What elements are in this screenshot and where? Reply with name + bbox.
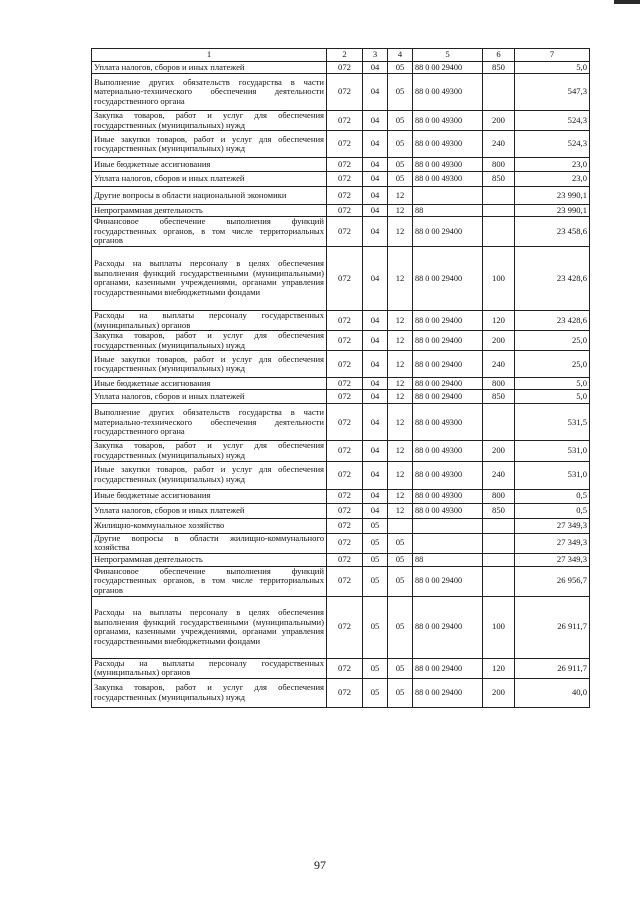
- row-code-5: 88 0 00 29400: [413, 378, 483, 390]
- row-description: Другие вопросы в области национальной экономики: [92, 187, 327, 205]
- row-code-4: 12: [388, 489, 413, 503]
- row-code-6: 800: [483, 378, 515, 390]
- row-code-3: 04: [363, 310, 388, 330]
- row-code-5: 88 0 00 29400: [413, 310, 483, 330]
- row-amount: 23 428,6: [515, 310, 590, 330]
- table-row: [92, 172, 590, 187]
- row-code-4: 12: [388, 378, 413, 390]
- row-code-6: [483, 187, 515, 205]
- row-code-4: 05: [388, 658, 413, 678]
- row-code-3: 04: [363, 62, 388, 74]
- row-code-4: 12: [388, 503, 413, 518]
- row-description: Финансовое обеспечение выполнения функций государственных органов, в том числе территориальных органов: [92, 217, 327, 247]
- row-code-3: 04: [363, 131, 388, 158]
- row-description: Другие вопросы в области жилищно-коммунального хозяйства: [92, 533, 327, 553]
- page-number: 97: [314, 858, 326, 872]
- table-row: [92, 489, 590, 503]
- row-code-5: 88 0 00 29400: [413, 596, 483, 658]
- row-amount: 23 990,1: [515, 187, 590, 205]
- row-code-6: 240: [483, 461, 515, 489]
- row-amount: 23 458,6: [515, 217, 590, 247]
- row-code-3: 04: [363, 503, 388, 518]
- row-code-5: [413, 518, 483, 533]
- row-code-3: 04: [363, 404, 388, 441]
- row-description: Закупка товаров, работ и услуг для обеспечения государственных (муниципальных) нужд: [92, 441, 327, 461]
- row-code-4: 05: [388, 533, 413, 553]
- table-row: [92, 553, 590, 566]
- table-row: [92, 158, 590, 172]
- row-code-2: 072: [327, 246, 363, 310]
- header-cell-6: 6: [483, 49, 515, 62]
- table-row: [92, 533, 590, 553]
- row-code-6: 200: [483, 331, 515, 351]
- row-code-5: 88 0 00 29400: [413, 246, 483, 310]
- row-code-6: [483, 217, 515, 247]
- scan-corner-mark: [614, 0, 640, 4]
- row-code-5: [413, 187, 483, 205]
- row-code-5: 88 0 00 49300: [413, 461, 483, 489]
- header-cell-7: 7: [515, 49, 590, 62]
- row-code-5: 88 0 00 49300: [413, 158, 483, 172]
- row-code-6: 800: [483, 489, 515, 503]
- row-code-4: 12: [388, 205, 413, 217]
- row-code-2: 072: [327, 217, 363, 247]
- row-code-3: 05: [363, 553, 388, 566]
- table-row: [92, 246, 590, 310]
- row-code-6: [483, 74, 515, 111]
- row-description: Расходы на выплаты персоналу государственных (муниципальных) органов: [92, 310, 327, 330]
- row-description: Иные бюджетные ассигнования: [92, 158, 327, 172]
- table-header-row: [92, 49, 590, 62]
- row-description: Расходы на выплаты персоналу государственных (муниципальных) органов: [92, 658, 327, 678]
- row-code-6: [483, 553, 515, 566]
- row-code-5: 88: [413, 205, 483, 217]
- row-code-5: 88 0 00 29400: [413, 566, 483, 596]
- row-amount: 23,0: [515, 158, 590, 172]
- row-amount: 531,0: [515, 441, 590, 461]
- row-code-3: 04: [363, 158, 388, 172]
- table-row: [92, 461, 590, 489]
- row-description: Непрограммная деятельность: [92, 553, 327, 566]
- row-amount: 40,0: [515, 678, 590, 707]
- row-code-4: 05: [388, 678, 413, 707]
- row-code-2: 072: [327, 62, 363, 74]
- header-cell-2: 2: [327, 49, 363, 62]
- row-code-6: 120: [483, 310, 515, 330]
- budget-table: [91, 48, 590, 708]
- row-code-2: 072: [327, 74, 363, 111]
- row-code-2: 072: [327, 331, 363, 351]
- row-code-2: 072: [327, 172, 363, 187]
- row-code-2: 072: [327, 404, 363, 441]
- row-code-5: 88 0 00 29400: [413, 331, 483, 351]
- row-code-3: 05: [363, 518, 388, 533]
- row-code-6: 850: [483, 503, 515, 518]
- row-amount: 23,0: [515, 172, 590, 187]
- row-amount: 5,0: [515, 378, 590, 390]
- row-code-2: 072: [327, 351, 363, 378]
- row-code-4: 05: [388, 566, 413, 596]
- row-code-3: 04: [363, 187, 388, 205]
- row-code-6: 200: [483, 111, 515, 131]
- row-code-4: 12: [388, 441, 413, 461]
- header-cell-5: 5: [413, 49, 483, 62]
- row-code-4: 05: [388, 74, 413, 111]
- row-code-6: [483, 205, 515, 217]
- row-code-6: 850: [483, 390, 515, 404]
- row-code-4: 12: [388, 404, 413, 441]
- row-code-2: 072: [327, 566, 363, 596]
- row-code-2: 072: [327, 489, 363, 503]
- row-code-4: 05: [388, 111, 413, 131]
- table-row: [92, 131, 590, 158]
- table-row: [92, 596, 590, 658]
- table-row: [92, 503, 590, 518]
- row-description: Финансовое обеспечение выполнения функций государственных органов, в том числе территориальных органов: [92, 566, 327, 596]
- row-code-6: 850: [483, 172, 515, 187]
- row-code-2: 072: [327, 461, 363, 489]
- row-code-4: 12: [388, 310, 413, 330]
- row-description: Уплата налогов, сборов и иных платежей: [92, 390, 327, 404]
- row-code-6: [483, 533, 515, 553]
- table-row: [92, 74, 590, 111]
- row-code-4: 12: [388, 217, 413, 247]
- row-description: Расходы на выплаты персоналу в целях обеспечения выполнения функций государственными (муниципальными) органами, казенными учреждениями, органами управления государственными внебюджетными фондами: [92, 246, 327, 310]
- row-code-3: 04: [363, 205, 388, 217]
- row-amount: 524,3: [515, 131, 590, 158]
- row-code-6: 240: [483, 351, 515, 378]
- table-row: [92, 566, 590, 596]
- row-description: Закупка товаров, работ и услуг для обеспечения государственных (муниципальных) нужд: [92, 678, 327, 707]
- row-code-2: 072: [327, 596, 363, 658]
- row-code-5: 88 0 00 49300: [413, 172, 483, 187]
- row-code-5: 88 0 00 49300: [413, 74, 483, 111]
- table-row: [92, 441, 590, 461]
- row-amount: 0,5: [515, 503, 590, 518]
- row-description: Иные бюджетные ассигнования: [92, 489, 327, 503]
- row-code-5: 88 0 00 49300: [413, 404, 483, 441]
- table-row: [92, 658, 590, 678]
- row-description: Иные закупки товаров, работ и услуг для обеспечения государственных (муниципальных) нужд: [92, 131, 327, 158]
- row-code-4: 12: [388, 351, 413, 378]
- row-amount: 23 990,1: [515, 205, 590, 217]
- row-amount: 26 911,7: [515, 658, 590, 678]
- row-amount: 531,0: [515, 461, 590, 489]
- row-description: Закупка товаров, работ и услуг для обеспечения государственных (муниципальных) нужд: [92, 111, 327, 131]
- row-code-3: 04: [363, 351, 388, 378]
- row-description: Иные бюджетные ассигнования: [92, 378, 327, 390]
- table-row: [92, 62, 590, 74]
- row-code-4: 12: [388, 187, 413, 205]
- row-amount: 23 428,6: [515, 246, 590, 310]
- row-code-6: 200: [483, 441, 515, 461]
- row-code-3: 04: [363, 217, 388, 247]
- table-row: [92, 390, 590, 404]
- row-amount: 25,0: [515, 331, 590, 351]
- row-code-4: 05: [388, 553, 413, 566]
- row-code-3: 05: [363, 566, 388, 596]
- row-code-3: 05: [363, 658, 388, 678]
- row-code-5: 88 0 00 29400: [413, 62, 483, 74]
- row-description: Иные закупки товаров, работ и услуг для обеспечения государственных (муниципальных) нужд: [92, 351, 327, 378]
- row-code-3: 04: [363, 74, 388, 111]
- row-code-5: 88: [413, 553, 483, 566]
- row-code-4: 12: [388, 246, 413, 310]
- row-description: Выполнение других обязательств государства в части материально-технического обеспечения деятельности государственного органа: [92, 404, 327, 441]
- row-code-3: 04: [363, 331, 388, 351]
- row-code-3: 04: [363, 378, 388, 390]
- row-code-2: 072: [327, 518, 363, 533]
- row-code-2: 072: [327, 678, 363, 707]
- header-cell-3: 3: [363, 49, 388, 62]
- header-cell-4: 4: [388, 49, 413, 62]
- row-amount: 27 349,3: [515, 533, 590, 553]
- table-row: [92, 678, 590, 707]
- row-amount: 26 956,7: [515, 566, 590, 596]
- row-code-3: 04: [363, 172, 388, 187]
- row-code-2: 072: [327, 205, 363, 217]
- table-row: [92, 217, 590, 247]
- row-code-5: [413, 533, 483, 553]
- row-code-2: 072: [327, 503, 363, 518]
- row-code-6: 100: [483, 596, 515, 658]
- header-cell-1: 1: [92, 49, 327, 62]
- row-amount: 5,0: [515, 62, 590, 74]
- row-code-6: 100: [483, 246, 515, 310]
- table-row: [92, 518, 590, 533]
- row-description: Жилищно-коммунальное хозяйство: [92, 518, 327, 533]
- row-code-5: 88 0 00 29400: [413, 390, 483, 404]
- row-amount: 524,3: [515, 111, 590, 131]
- row-code-2: 072: [327, 378, 363, 390]
- row-code-2: 072: [327, 310, 363, 330]
- row-code-5: 88 0 00 49300: [413, 131, 483, 158]
- row-code-4: [388, 518, 413, 533]
- row-code-4: 12: [388, 390, 413, 404]
- row-code-5: 88 0 00 29400: [413, 351, 483, 378]
- row-amount: 5,0: [515, 390, 590, 404]
- table-row: [92, 351, 590, 378]
- table-row: [92, 310, 590, 330]
- row-amount: 27 349,3: [515, 553, 590, 566]
- row-code-5: 88 0 00 49300: [413, 503, 483, 518]
- row-code-2: 072: [327, 187, 363, 205]
- row-code-2: 072: [327, 441, 363, 461]
- table-row: [92, 205, 590, 217]
- row-code-4: 12: [388, 461, 413, 489]
- row-code-5: 88 0 00 49300: [413, 441, 483, 461]
- row-code-2: 072: [327, 111, 363, 131]
- row-amount: 531,5: [515, 404, 590, 441]
- row-description: Уплата налогов, сборов и иных платежей: [92, 172, 327, 187]
- row-code-5: 88 0 00 29400: [413, 678, 483, 707]
- row-description: Непрограммная деятельность: [92, 205, 327, 217]
- row-code-2: 072: [327, 390, 363, 404]
- row-code-4: 12: [388, 331, 413, 351]
- row-description: Уплата налогов, сборов и иных платежей: [92, 503, 327, 518]
- row-code-3: 04: [363, 111, 388, 131]
- row-code-3: 04: [363, 441, 388, 461]
- row-code-2: 072: [327, 553, 363, 566]
- row-amount: 0,5: [515, 489, 590, 503]
- row-code-4: 05: [388, 158, 413, 172]
- row-code-3: 05: [363, 678, 388, 707]
- row-code-4: 05: [388, 596, 413, 658]
- row-code-3: 04: [363, 246, 388, 310]
- table-row: [92, 187, 590, 205]
- row-description: Закупка товаров, работ и услуг для обеспечения государственных (муниципальных) нужд: [92, 331, 327, 351]
- row-description: Уплата налогов, сборов и иных платежей: [92, 62, 327, 74]
- row-code-6: [483, 404, 515, 441]
- row-code-5: 88 0 00 29400: [413, 217, 483, 247]
- row-code-4: 05: [388, 131, 413, 158]
- row-code-3: 05: [363, 596, 388, 658]
- row-code-2: 072: [327, 131, 363, 158]
- row-code-2: 072: [327, 533, 363, 553]
- row-code-5: 88 0 00 49300: [413, 111, 483, 131]
- table-row: [92, 378, 590, 390]
- table-row: [92, 111, 590, 131]
- row-code-5: 88 0 00 49300: [413, 489, 483, 503]
- row-amount: 27 349,3: [515, 518, 590, 533]
- row-code-4: 05: [388, 62, 413, 74]
- row-description: Расходы на выплаты персоналу в целях обеспечения выполнения функций государственными (муниципальными) органами, казенными учреждениями, органами управления государственными внебюджетными фондами: [92, 596, 327, 658]
- row-code-2: 072: [327, 658, 363, 678]
- row-code-6: [483, 566, 515, 596]
- row-code-3: 04: [363, 489, 388, 503]
- row-code-3: 04: [363, 461, 388, 489]
- row-code-6: 850: [483, 62, 515, 74]
- row-amount: 26 911,7: [515, 596, 590, 658]
- table-row: [92, 331, 590, 351]
- row-code-6: [483, 518, 515, 533]
- row-amount: 25,0: [515, 351, 590, 378]
- table-row: [92, 404, 590, 441]
- row-code-6: 120: [483, 658, 515, 678]
- row-amount: 547,3: [515, 74, 590, 111]
- row-description: Выполнение других обязательств государства в части материально-технического обеспечения деятельности государственного органа: [92, 74, 327, 111]
- row-code-6: 240: [483, 131, 515, 158]
- row-code-2: 072: [327, 158, 363, 172]
- row-code-3: 05: [363, 533, 388, 553]
- row-code-6: 200: [483, 678, 515, 707]
- row-description: Иные закупки товаров, работ и услуг для обеспечения государственных (муниципальных) нужд: [92, 461, 327, 489]
- row-code-4: 05: [388, 172, 413, 187]
- row-code-5: 88 0 00 29400: [413, 658, 483, 678]
- row-code-6: 800: [483, 158, 515, 172]
- row-code-3: 04: [363, 390, 388, 404]
